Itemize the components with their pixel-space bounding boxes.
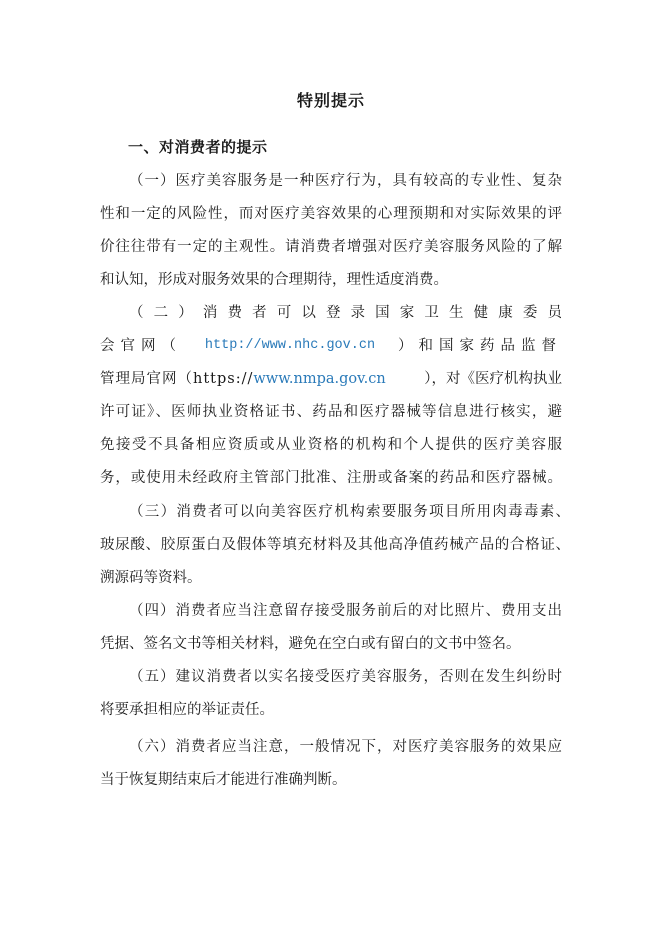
p1-line-4: 和认知，形成对服务效果的合理期待，理性适度消费。 — [100, 272, 448, 288]
p2-line-3-prefix: 管理局官网（https:// — [100, 371, 254, 387]
p2-line-2 — [100, 336, 562, 356]
p4-line-1: （四）消费者应当注意留存接受服务前后的对比照片、费用支出 — [129, 603, 562, 619]
nmpa-website-link[interactable]: www.nmpa.gov.cn — [253, 371, 386, 387]
p2-line-2-prefix: 会官网（ — [100, 338, 182, 354]
p2-line-1: （二）消费者可以登录国家卫生健康委员 — [129, 305, 562, 321]
p3-line-1: （三）消费者可以向美容医疗机构索要服务项目所用肉毒毒素、 — [129, 504, 570, 520]
p2-line-3-group — [100, 369, 386, 389]
p2-line-3-suffix: ），对《医疗机构执业 — [424, 371, 562, 387]
p1-line-3: 价往往带有一定的主观性。请消费者增强对医疗美容服务风险的了解 — [100, 239, 562, 255]
p6-line-1: （六）消费者应当注意，一般情况下，对医疗美容服务的效果应 — [129, 739, 562, 755]
p5-line-2: 将要承担相应的举证责任。 — [100, 702, 274, 718]
p4-line-2: 凭据、签名文书等相关材料，避免在空白或有留白的文书中签名。 — [100, 636, 521, 652]
p6-line-2: 当于恢复期结束后才能进行准确判断。 — [100, 772, 347, 788]
section-heading-consumer-tips: 一、对消费者的提示 — [128, 138, 268, 156]
p2-line-5: 免接受不具备相应资质或从业资格的机构和个人提供的医疗美容服 — [100, 437, 562, 453]
p1-line-2: 性和一定的风险性，而对医疗美容效果的心理预期和对实际效果的评 — [100, 206, 562, 222]
page-title: 特别提示 — [296, 91, 365, 110]
p5-line-1: （五）建议消费者以实名接受医疗美容服务，否则在发生纠纷时 — [129, 669, 562, 685]
p2-line-6: 务，或使用未经政府主管部门批准、注册或备案的药品和医疗器械。 — [100, 470, 562, 486]
p1-line-1: （一）医疗美容服务是一种医疗行为，具有较高的专业性、复杂 — [129, 173, 562, 189]
p3-line-3: 溯源码等资料。 — [100, 570, 202, 586]
p2-line-4: 许可证》、医师执业资格证书、药品和医疗器械等信息进行核实，避 — [100, 404, 562, 420]
p2-line-2-suffix: ）和国家药品监督 — [397, 338, 562, 354]
nhc-website-link[interactable]: http://www.nhc.gov.cn — [204, 338, 376, 353]
p2-line-3 — [100, 369, 562, 389]
p3-line-2: 玻尿酸、胶原蛋白及假体等填充材料及其他高净值药械产品的合格证、 — [100, 537, 570, 553]
